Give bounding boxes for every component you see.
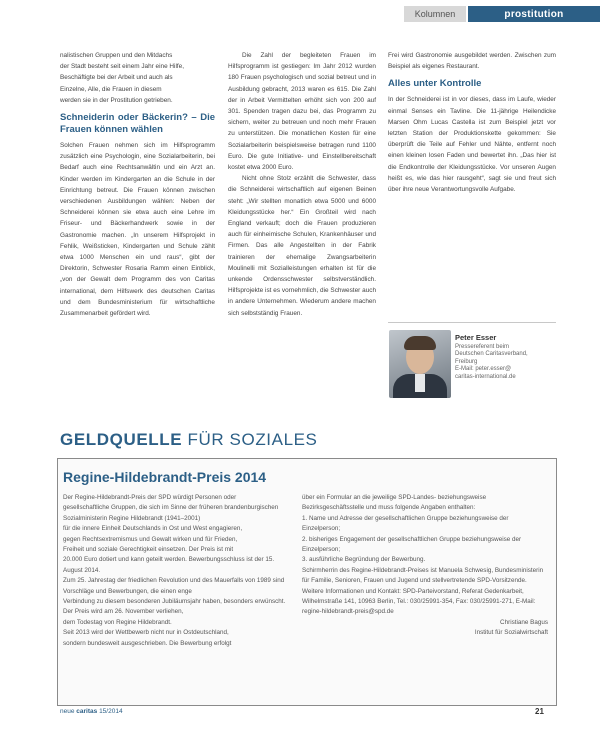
category-tag — [468, 6, 600, 22]
prize-box-text: gesellschaftliche Gruppen, die sich im Sinne der früheren brandenburgischen Sozialministerin Regine Hildebrandt (1941–2001) — [63, 504, 279, 522]
col3-body-2: In der Schneiderei ist in vor dieses, dass im Laufe, wieder einmal Senses ein Tavline. Die 11-jährige Heilendicke Marsen Ohm Lucas Castella ist zum Beispiel jetzt vor letzten Station der Produktionskette gekommen: Sie überprüft die Teile auf Fehler und Nähte, entfernt noch einen kleinen losen Faden und bewertet ihn. „Das hier ist die Endkontrolle der Kleidungsstücke. Vor unseren Augen heißt es, wie das hier rausgeht“, sagt sie und freut sich über ihre neue Verantwortungsvolle Aufgabe. — [388, 96, 556, 194]
col1-intro — [60, 50, 215, 106]
author-bio-line: Freiburg — [455, 358, 478, 365]
footer-magazine — [60, 708, 123, 715]
prize-box-text: gegen Rechtsextremismus und Gewalt wirken und für Frieden, — [63, 535, 238, 543]
author-bio-line: caritas-international.de — [455, 373, 516, 380]
banner-title-rest: FÜR SOZIALES — [182, 430, 318, 449]
footer-issue: 15/2014 — [99, 708, 123, 715]
prize-box-text: Freiheit und soziale Gerechtigkeit einsetzen. Der Preis ist mit — [63, 546, 234, 554]
prize-box-credit: Institut für Sozialwirtschaft — [474, 629, 548, 637]
col3-body-1: Frei wird Gastronomie ausgebildet werden. Zwischen zum Beispiel als eigenes Restaurant. — [388, 52, 556, 71]
prize-box-text: 1. Name und Adresse der gesellschaftlichen Gruppe beziehungsweise der Einzelperson; — [302, 514, 509, 533]
prize-box-credit: Christiane Bagus — [500, 618, 548, 626]
prize-box-text: dem Todestag von Regine Hildebrandt. — [63, 618, 172, 626]
prize-box-text: Verbindung zu diesem besonderen Jubiläumsjahr haben, besonders erwünscht. Der Preis wird am 26. November verliehen, — [63, 598, 286, 616]
footer-magazine-name: caritas — [76, 708, 98, 715]
prize-box-title: Regine-Hildebrandt-Preis 2014 — [63, 469, 267, 485]
banner-title-bold: GELDQUELLE — [60, 430, 183, 449]
prize-box-column-right — [302, 493, 548, 639]
prize-box-text: Schirmherrin des Regine-Hildebrandt-Preises ist Manuela Schwesig, Bundesministerin für Familie, Senioren, Frauen und Jugend und stellvertretende SPD-Vorsitzende. — [302, 566, 544, 585]
author-bio — [455, 344, 555, 381]
author-photo — [389, 330, 451, 398]
col1-intro-line: der Stadt besteht seit einem Jahr eine Hilfe, — [60, 63, 184, 71]
section-tag — [404, 6, 466, 22]
prize-box-column-left — [63, 493, 295, 649]
prize-box-text: Zum 25. Jahrestag der friedlichen Revolution und des Mauerfalls von 1989 sind Vorschläge und Bewerbungen, die einen enge — [63, 577, 285, 595]
col1-body: Solchen Frauen nehmen sich im Hilfsprogramm zusätzlich eine Psychologin, eine Sozialarbeiterin, bei Bedarf auch eine Rechtsanwältin und ein Arzt an. Kinder werden im Kindergarten an die Schule in der Einrichtung betreut. Die Frauen können zwischen verschiedenen Ausbildungen wählen: Neben der Schneiderei können sie etwa auch eine Lehre im Friseur- und Bäckerhandwerk sowie in der Gastronomie machen. „In unserem Hilfsprojekt in Fehlik, Weißsticken, Kindergarten und Schule zählt etwa 1000 Menschen ein und raus“, gibt der Direktorin, Schwester Rosaria Ramm einen Einblick, „von der Gewalt dem Programm des von Caritas international, dem Hilfswerk des deutschen Caritas und dem Bundesministerium für wirtschaftliche Zusammenarbeit gefördert wird. — [60, 142, 215, 318]
article-column-3 — [388, 50, 556, 195]
prize-box-text: für die innere Einheit Deutschlands in Ost und West engagieren, — [63, 525, 243, 533]
col3-subhead: Alles unter Kontrolle — [388, 78, 482, 90]
author-divider — [388, 322, 556, 323]
col2-body-2: Nicht ohne Stolz erzählt die Schwester, dass die Schneiderei wirtschaftlich auf eigenen Beinen steht: „Wir stellten monatlich etwa 5000 und 6000 Kleidungsstücke her.“ Ein Großteil wird nach England verkauft; doch die Frauen produzieren auch für einheimische Schulen, Krankenhäuser und Firmen. Das alle Angestellten in der Fabrik trainieren der ehemalige Zwangsarbeiterin Moulinelli mit Sozialleistungen erhalten ist für die unkende Ordensschwester selbstverständlich. Hilfsprojekte ist es vornehmlich, die Schwester auch in andere Unternehmen. Wiederum andere machen sich selbstständig Frauen. — [228, 175, 376, 317]
prize-box-text: 20.000 Euro dotiert und kann geteilt werden. Bewerbungsschluss ist der 15. August 2014. — [63, 556, 275, 574]
section-tag-label: Kolumnen — [414, 9, 456, 19]
col1-intro-line: werden sie in der Prostitution getrieben. — [60, 96, 173, 104]
article-column-2 — [228, 50, 376, 319]
prize-box-text: sondern bundesweit ausgeschrieben. Die Bewerbung erfolgt — [63, 639, 232, 647]
col2-body-1: Die Zahl der begleiteten Frauen im Hilfsprogramm ist gestiegen: Im Jahr 2012 wurden 180 Frauen psychologisch und sozial betreut und in Ausbildung gebracht, 2013 waren es 615. Die Zahl der in Arbeit Vermittelten erhöht sich von 200 auf 301. Spenden tragen dazu bei, das Programm zu sichern, weiter zu betreuen und noch mehr Frauen zu unterstützen. Die monatlichen Kosten für eine Sozialarbeiterin beispielsweise betragen rund 1100 Euro. Die gute Initiative- und Einstellbereitschaft kostet etwa 2000 Euro. — [228, 52, 376, 172]
prize-box-text: 3. ausführliche Begründung der Bewerbung. — [302, 556, 426, 564]
article-column-1 — [60, 50, 215, 319]
col1-intro-line: Einzelne, Alle, die Frauen in diesem — [60, 85, 162, 93]
author-bio-line: Pressereferent beim — [455, 344, 510, 350]
author-bio-line: E-Mail: peter.esser@ — [455, 366, 512, 373]
prize-box-text: Seit 2013 wird der Wettbewerb nicht nur in Ostdeutschland, — [63, 629, 229, 637]
prize-box-text: über ein Formular an die jeweilige SPD-Landes- beziehungsweise Bezirksgeschäftsstelle und muss folgende Angaben enthalten: — [302, 494, 487, 512]
category-tag-label: prostitution — [504, 8, 564, 20]
prize-box-text: Weitere Informationen und Kontakt: SPD-Parteivorstand, Referat Gedenkarbeit, Wilhelmstraße 141, 10963 Berlin, Tel.: 030/25991-354, Fax: 030/25991-271, E-Mail: regine-hildebrandt-preis@spd.de — [302, 587, 536, 616]
page-number: 21 — [535, 707, 544, 716]
col1-intro-line: Beschäftigte bei der Arbeit und auch als — [60, 74, 173, 82]
author-name: Peter Esser — [455, 333, 497, 342]
section-banner-title — [60, 430, 318, 450]
col1-subhead: Schneiderin oder Bäckerin? – Die Frauen können wählen — [60, 112, 215, 136]
footer-magazine-prefix: neue — [60, 708, 75, 715]
col1-intro-line: nalistischen Gruppen und den Mitdachs — [60, 52, 173, 59]
author-bio-line: Deutschen Caritasverband, — [455, 351, 528, 358]
prize-box-text: Der Regine-Hildebrandt-Preis der SPD würdigt Personen oder — [63, 494, 237, 501]
prize-box-text: 2. bisheriges Engagement der gesellschaftlichen Gruppe beziehungsweise der Einzelperson; — [302, 535, 522, 554]
